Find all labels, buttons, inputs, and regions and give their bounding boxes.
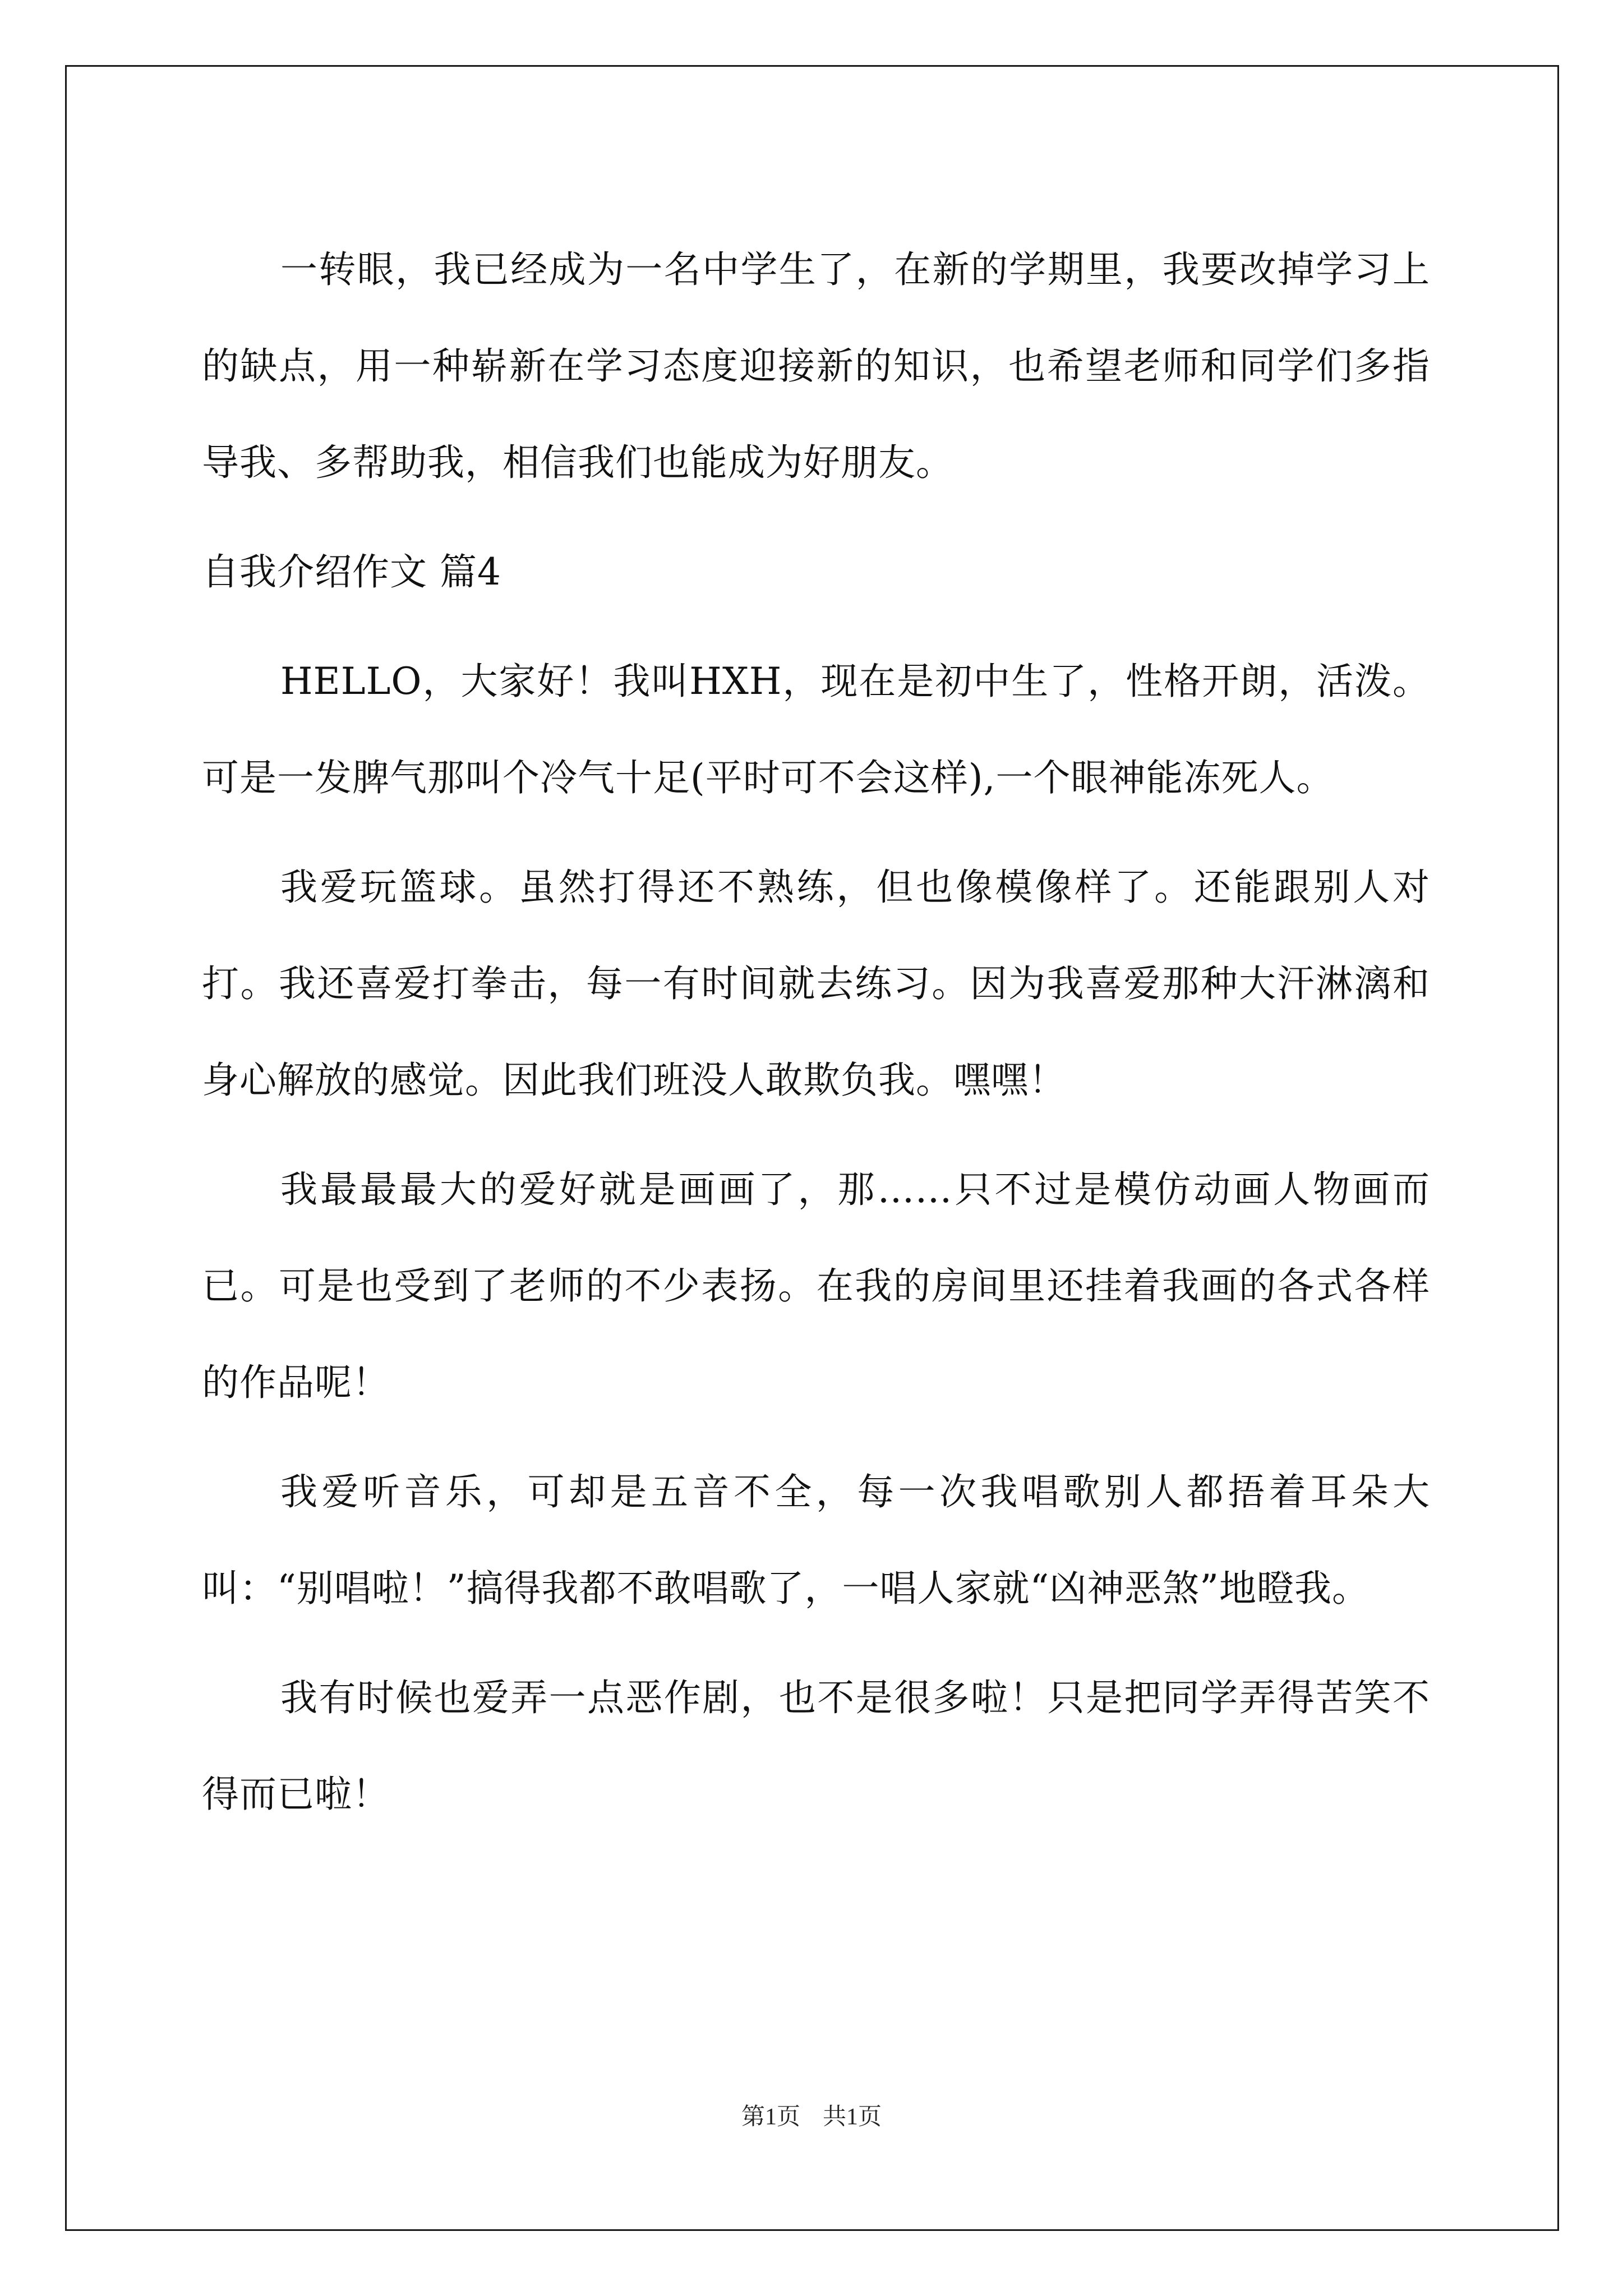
paragraph-drawing: 我最最最大的爱好就是画画了，那……只不过是模仿动画人物画而已。可是也受到了老师的不少表扬。在我的房间里还挂着我画的各式各样的作品呢！ bbox=[202, 1168, 1430, 1404]
paragraph-hello: HELLO，大家好！我叫HXH，现在是初中生了，性格开朗，活泼。可是一发脾气那叫个冷气十足(平时可不会这样),一个眼神能冻死人。 bbox=[202, 660, 1430, 799]
paragraph-music: 我爱听音乐，可却是五音不全，每一次我唱歌别人都捂着耳朵大叫：“别唱啦！”搞得我都不敢唱歌了，一唱人家就“凶神恶煞”地瞪我。 bbox=[202, 1470, 1430, 1610]
paragraph-basketball: 我爱玩篮球。虽然打得还不熟练，但也像模像样了。还能跟别人对打。我还喜爱打拳击，每一有时间就去练习。因为我喜爱那种大汗淋漓和身心解放的感觉。因此我们班没人敢欺负我。嘿嘿！ bbox=[202, 866, 1430, 1102]
page-number-total: 共1页 bbox=[823, 2104, 882, 2130]
section-heading: 自我介绍作文 篇4 bbox=[202, 550, 501, 593]
page-footer bbox=[0, 2098, 1623, 2132]
page-number-current: 第1页 bbox=[741, 2104, 800, 2130]
paragraph-intro: 一转眼，我已经成为一名中学生了，在新的学期里，我要改掉学习上的缺点，用一种崭新在学习态度迎接新的知识，也希望老师和同学们多指导我、多帮助我，相信我们也能成为好朋友。 bbox=[202, 248, 1430, 484]
paragraph-pranks: 我有时候也爱弄一点恶作剧，也不是很多啦！只是把同学弄得苦笑不得而已啦！ bbox=[202, 1676, 1430, 1816]
document-body bbox=[202, 222, 1430, 1856]
